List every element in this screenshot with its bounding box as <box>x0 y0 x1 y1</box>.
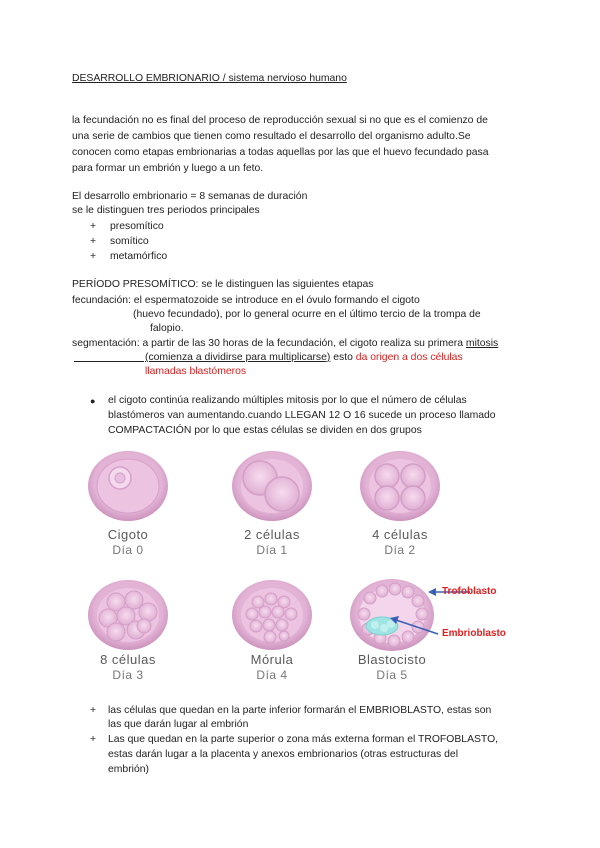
stage-name: 2 células <box>244 527 300 542</box>
eight-cell <box>88 580 168 650</box>
stage-name: Mórula <box>250 652 294 667</box>
period-item: presomítico <box>110 221 164 232</box>
bottom-line: las que darán lugar al embrión <box>108 719 249 730</box>
duration-text: El desarrollo embrionario = 8 semanas de duración <box>72 191 308 202</box>
bullet-plus: + <box>90 221 97 232</box>
intro-line-1: la fecundación no es final del proceso de reproducción sexual si no que es el comienzo de <box>72 115 488 126</box>
compaction-line-2: blastómeros van aumentando.cuando LLEGAN 12 O 16 sucede un proceso llamado <box>108 410 496 421</box>
four-cell <box>360 451 440 521</box>
compaction-line-1: el cigoto continúa realizando múltiples mitosis por lo que el número de células <box>108 395 467 406</box>
stage-name: Blastocisto <box>357 652 427 667</box>
segmentacion-line-1 <box>72 337 498 351</box>
segmentacion-line-2 <box>145 351 463 365</box>
divider-line <box>74 361 144 362</box>
bottom-line: las células que quedan en la parte inferior formarán el EMBRIOBLASTO, estas son <box>108 705 492 716</box>
stage-day: Día 1 <box>256 543 288 557</box>
bullet-plus: + <box>90 705 97 716</box>
periods-intro: se le distinguen tres periodos principales <box>72 205 260 216</box>
segmentacion-red-2: llamadas blastómeros <box>145 366 247 377</box>
zygote-cell <box>88 451 168 521</box>
stage-name: Cigoto <box>107 527 149 542</box>
label-trofoblasto: Trofoblasto <box>442 586 497 597</box>
bullet-plus: + <box>90 251 97 262</box>
period-item: somítico <box>110 236 149 247</box>
page-title: DESARROLLO EMBRIONARIO / sistema nervioso humano <box>72 73 347 84</box>
compaction-line-3: COMPACTACIÓN por lo que estas células se dividen en dos grupos <box>108 425 422 436</box>
segmentacion-text: segmentación: a partir de las 30 horas de la fecundación, el cigoto realiza su primera <box>72 338 464 349</box>
stage-day: Día 2 <box>384 543 416 557</box>
fecundacion-line-2: (huevo fecundado), por lo general ocurre en el último tercio de la trompa de <box>133 309 481 320</box>
bullet-plus: + <box>90 236 97 247</box>
intro-line-2: una serie de cambios que tienen como resultado el desarrollo del organismo adulto.Se <box>72 131 471 142</box>
stage-day: Día 5 <box>376 668 408 682</box>
bullet-dot: ● <box>90 396 96 406</box>
label-embrioblasto: Embrioblasto <box>442 628 506 639</box>
stage-day: Día 3 <box>112 668 144 682</box>
fecundacion-line-1: fecundación: el espermatozoide se introduce en el óvulo formando el cigoto <box>72 295 420 306</box>
stage-day: Día 0 <box>112 543 144 557</box>
stage-name: 4 células <box>372 527 428 542</box>
two-cell <box>232 451 312 521</box>
intro-line-3: conocen como etapas embrionarias a todas aquellas por las que el huevo fecundado pasa <box>72 147 489 158</box>
stage-name: 8 células <box>100 652 156 667</box>
mitosis-link: mitosis <box>465 338 499 349</box>
bottom-line: estas darán lugar a la placenta y anexos embrionarios (otras estructuras del <box>108 749 459 760</box>
segmentacion-red-1: da origen a dos células <box>355 352 463 363</box>
blastocyst <box>350 579 434 651</box>
segmentacion-esto: esto <box>330 352 356 363</box>
presomitic-heading: PERÍODO PRESOMÍTICO: se le distinguen las siguientes etapas <box>72 279 374 290</box>
bottom-line: embrión) <box>108 764 149 775</box>
period-item: metamórfico <box>110 251 168 262</box>
bottom-line: Las que quedan en la parte superior o zona más externa forman el TROFOBLASTO, <box>108 734 499 745</box>
segmentacion-paren: (comienza a dividirse para multiplicarse) <box>145 352 331 363</box>
intro-line-4: para formar un embrión y luego a un feto. <box>72 163 264 174</box>
morula <box>232 580 312 650</box>
stage-day: Día 4 <box>256 668 288 682</box>
fecundacion-line-3: falopio. <box>150 323 184 334</box>
bullet-plus: + <box>90 734 97 745</box>
